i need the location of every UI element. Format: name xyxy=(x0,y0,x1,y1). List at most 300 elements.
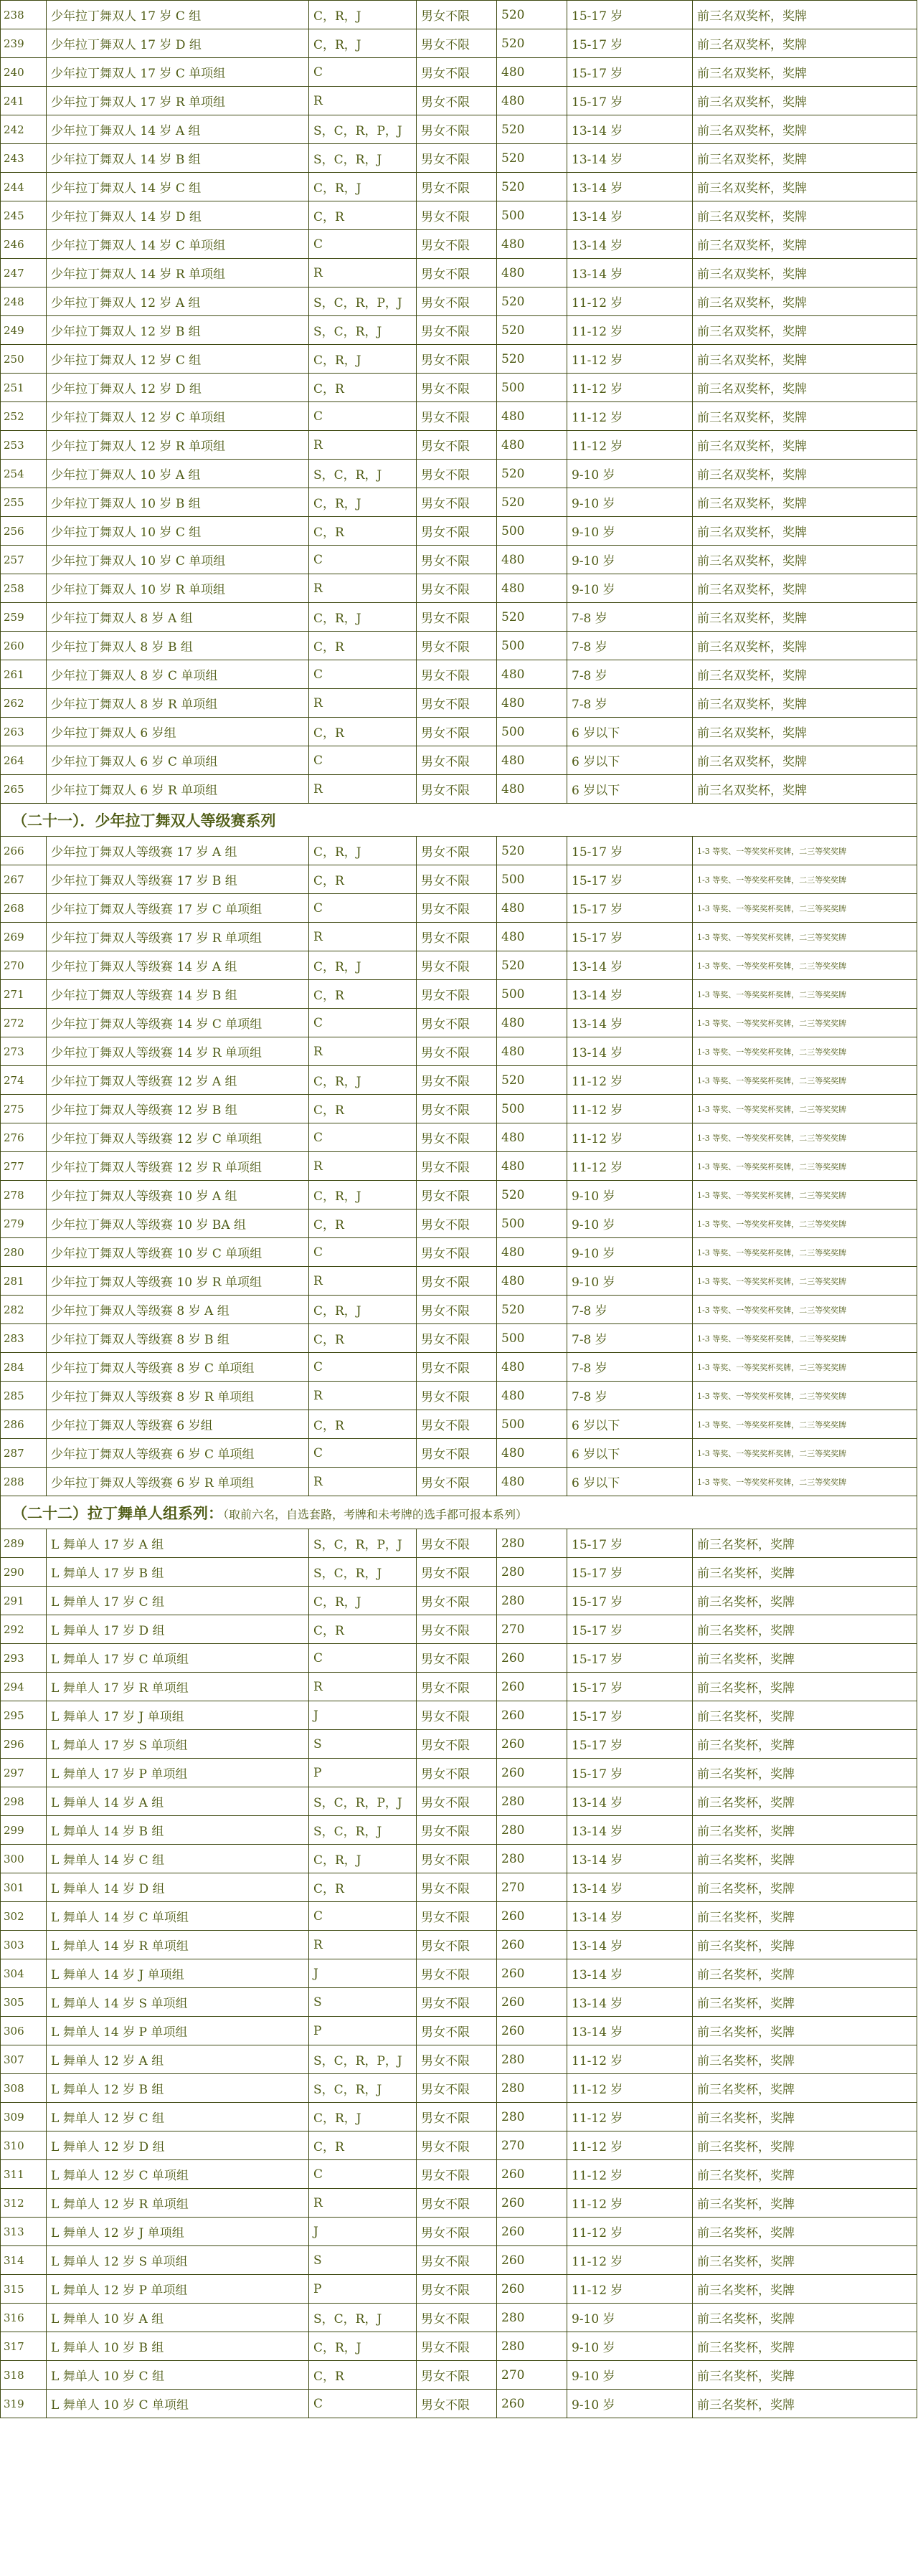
table-row xyxy=(1,865,917,894)
gender: 男女不限 xyxy=(417,660,497,689)
gender: 男女不限 xyxy=(417,1873,497,1902)
gender: 男女不限 xyxy=(417,1123,497,1152)
table-row xyxy=(1,517,917,546)
table-row xyxy=(1,173,917,201)
event-name: L 舞单人 12 岁 J 单项组 xyxy=(47,2218,309,2246)
award: 前三名奖杯，奖牌 xyxy=(693,1931,917,1959)
event-name: L 舞单人 12 岁 S 单项组 xyxy=(47,2246,309,2275)
dance-list: S，C，R，P，J xyxy=(309,2045,417,2074)
age-range: 11-12 岁 xyxy=(567,1152,693,1181)
fee: 270 xyxy=(497,1615,567,1644)
gender: 男女不限 xyxy=(417,2246,497,2275)
event-name: 少年拉丁舞双人等级赛 8 岁 A 组 xyxy=(47,1296,309,1324)
award: 1-3 等奖、一等奖奖杯奖牌，二三等奖奖牌 xyxy=(693,1468,917,1496)
award: 前三名双奖杯，奖牌 xyxy=(693,1,917,29)
event-name: L 舞单人 14 岁 R 单项组 xyxy=(47,1931,309,1959)
dance-list: C，R xyxy=(309,1410,417,1439)
award: 1-3 等奖、一等奖奖杯奖牌，二三等奖奖牌 xyxy=(693,923,917,951)
event-name: L 舞单人 17 岁 A 组 xyxy=(47,1529,309,1558)
event-name: L 舞单人 12 岁 C 组 xyxy=(47,2103,309,2131)
age-range: 11-12 岁 xyxy=(567,1066,693,1095)
table-row xyxy=(1,1468,917,1496)
gender: 男女不限 xyxy=(417,2275,497,2304)
table-row xyxy=(1,923,917,951)
fee: 520 xyxy=(497,144,567,173)
table-row xyxy=(1,1529,917,1558)
event-number: 267 xyxy=(1,865,47,894)
age-range: 9-10 岁 xyxy=(567,488,693,517)
award: 前三名奖杯，奖牌 xyxy=(693,1959,917,1988)
dance-list: C，R，J xyxy=(309,1181,417,1209)
age-range: 7-8 岁 xyxy=(567,689,693,718)
fee: 280 xyxy=(497,2045,567,2074)
award: 1-3 等奖、一等奖奖杯奖牌，二三等奖奖牌 xyxy=(693,1123,917,1152)
event-number: 278 xyxy=(1,1181,47,1209)
dance-list: R xyxy=(309,1267,417,1296)
event-number: 241 xyxy=(1,87,47,115)
event-number: 249 xyxy=(1,316,47,345)
table-row xyxy=(1,2017,917,2045)
event-name: 少年拉丁舞双人 14 岁 C 组 xyxy=(47,173,309,201)
event-number: 297 xyxy=(1,1759,47,1787)
fee: 270 xyxy=(497,2361,567,2390)
event-number: 239 xyxy=(1,29,47,58)
award: 1-3 等奖、一等奖奖杯奖牌，二三等奖奖牌 xyxy=(693,894,917,923)
gender: 男女不限 xyxy=(417,1558,497,1587)
gender: 男女不限 xyxy=(417,201,497,230)
gender: 男女不限 xyxy=(417,923,497,951)
event-name: 少年拉丁舞双人 12 岁 C 组 xyxy=(47,345,309,374)
gender: 男女不限 xyxy=(417,1845,497,1873)
award: 1-3 等奖、一等奖奖杯奖牌，二三等奖奖牌 xyxy=(693,1238,917,1267)
fee: 260 xyxy=(497,2390,567,2418)
dance-list: C，R，J xyxy=(309,1296,417,1324)
event-name: L 舞单人 10 岁 B 组 xyxy=(47,2332,309,2361)
fee: 520 xyxy=(497,287,567,316)
fee: 500 xyxy=(497,865,567,894)
age-range: 15-17 岁 xyxy=(567,894,693,923)
event-name: L 舞单人 17 岁 D 组 xyxy=(47,1615,309,1644)
fee: 480 xyxy=(497,58,567,87)
gender: 男女不限 xyxy=(417,1644,497,1673)
age-range: 9-10 岁 xyxy=(567,1209,693,1238)
fee: 520 xyxy=(497,1296,567,1324)
fee: 500 xyxy=(497,718,567,746)
dance-list: C，R xyxy=(309,201,417,230)
fee: 520 xyxy=(497,173,567,201)
dance-list: S，C，R，J xyxy=(309,144,417,173)
age-range: 13-14 岁 xyxy=(567,951,693,980)
event-number: 272 xyxy=(1,1009,47,1037)
gender: 男女不限 xyxy=(417,402,497,431)
fee: 260 xyxy=(497,1959,567,1988)
fee: 480 xyxy=(497,689,567,718)
fee: 480 xyxy=(497,402,567,431)
table-row xyxy=(1,1873,917,1902)
gender: 男女不限 xyxy=(417,718,497,746)
event-number: 273 xyxy=(1,1037,47,1066)
event-number: 296 xyxy=(1,1730,47,1759)
award: 前三名奖杯，奖牌 xyxy=(693,1730,917,1759)
age-range: 9-10 岁 xyxy=(567,1181,693,1209)
event-name: L 舞单人 17 岁 P 单项组 xyxy=(47,1759,309,1787)
dance-list: C，R，J xyxy=(309,1,417,29)
fee: 260 xyxy=(497,1701,567,1730)
event-number: 238 xyxy=(1,1,47,29)
gender: 男女不限 xyxy=(417,1439,497,1468)
award: 前三名奖杯，奖牌 xyxy=(693,2275,917,2304)
event-name: L 舞单人 14 岁 B 组 xyxy=(47,1816,309,1845)
dance-list: C xyxy=(309,402,417,431)
dance-list: C xyxy=(309,1439,417,1468)
fee: 260 xyxy=(497,1730,567,1759)
age-range: 13-14 岁 xyxy=(567,1037,693,1066)
dance-list: R xyxy=(309,1152,417,1181)
award: 前三名奖杯，奖牌 xyxy=(693,2304,917,2332)
table-row xyxy=(1,2074,917,2103)
event-number: 281 xyxy=(1,1267,47,1296)
section-header xyxy=(1,804,917,837)
award: 前三名奖杯，奖牌 xyxy=(693,1902,917,1931)
award: 1-3 等奖、一等奖奖杯奖牌，二三等奖奖牌 xyxy=(693,1095,917,1123)
event-number: 248 xyxy=(1,287,47,316)
age-range: 11-12 岁 xyxy=(567,2103,693,2131)
dance-list: S，C，R，P，J xyxy=(309,115,417,144)
event-name: 少年拉丁舞双人等级赛 10 岁 C 单项组 xyxy=(47,1238,309,1267)
gender: 男女不限 xyxy=(417,1701,497,1730)
table-row xyxy=(1,201,917,230)
award: 1-3 等奖、一等奖奖杯奖牌，二三等奖奖牌 xyxy=(693,1009,917,1037)
table-row xyxy=(1,1730,917,1759)
age-range: 13-14 岁 xyxy=(567,1959,693,1988)
age-range: 13-14 岁 xyxy=(567,1988,693,2017)
award: 前三名奖杯，奖牌 xyxy=(693,1529,917,1558)
dance-list: C xyxy=(309,1902,417,1931)
award: 1-3 等奖、一等奖奖杯奖牌，二三等奖奖牌 xyxy=(693,1353,917,1382)
age-range: 13-14 岁 xyxy=(567,1787,693,1816)
gender: 男女不限 xyxy=(417,2103,497,2131)
dance-list: C，R，J xyxy=(309,173,417,201)
event-name: 少年拉丁舞双人等级赛 17 岁 R 单项组 xyxy=(47,923,309,951)
event-name: 少年拉丁舞双人等级赛 12 岁 A 组 xyxy=(47,1066,309,1095)
age-range: 15-17 岁 xyxy=(567,1558,693,1587)
event-name: 少年拉丁舞双人等级赛 10 岁 A 组 xyxy=(47,1181,309,1209)
age-range: 9-10 岁 xyxy=(567,1238,693,1267)
event-table-body xyxy=(1,1,917,2418)
event-number: 257 xyxy=(1,546,47,574)
award: 前三名奖杯，奖牌 xyxy=(693,1587,917,1615)
event-name: 少年拉丁舞双人等级赛 12 岁 C 单项组 xyxy=(47,1123,309,1152)
age-range: 15-17 岁 xyxy=(567,1759,693,1787)
dance-list: S，C，R，J xyxy=(309,2074,417,2103)
gender: 男女不限 xyxy=(417,230,497,259)
event-name: 少年拉丁舞双人等级赛 8 岁 C 单项组 xyxy=(47,1353,309,1382)
event-name: 少年拉丁舞双人等级赛 12 岁 R 单项组 xyxy=(47,1152,309,1181)
dance-list: C xyxy=(309,230,417,259)
gender: 男女不限 xyxy=(417,374,497,402)
fee: 480 xyxy=(497,1439,567,1468)
age-range: 11-12 岁 xyxy=(567,2074,693,2103)
dance-list: C xyxy=(309,1238,417,1267)
section-title: （二十二）拉丁舞单人组系列： xyxy=(12,1503,223,1522)
age-range: 15-17 岁 xyxy=(567,1587,693,1615)
age-range: 9-10 岁 xyxy=(567,460,693,488)
table-row xyxy=(1,115,917,144)
age-range: 13-14 岁 xyxy=(567,1931,693,1959)
dance-list: C，R，J xyxy=(309,488,417,517)
table-row xyxy=(1,230,917,259)
table-row xyxy=(1,2045,917,2074)
dance-list: C xyxy=(309,1353,417,1382)
fee: 480 xyxy=(497,1238,567,1267)
table-row xyxy=(1,1558,917,1587)
fee: 480 xyxy=(497,894,567,923)
event-number: 243 xyxy=(1,144,47,173)
event-name: 少年拉丁舞双人 10 岁 C 单项组 xyxy=(47,546,309,574)
section-note: （取前六名，自选套路，考牌和未考牌的选手都可报本系列） xyxy=(223,1507,528,1521)
gender: 男女不限 xyxy=(417,2160,497,2189)
event-number: 298 xyxy=(1,1787,47,1816)
gender: 男女不限 xyxy=(417,574,497,603)
fee: 500 xyxy=(497,632,567,660)
award: 前三名奖杯，奖牌 xyxy=(693,2361,917,2390)
gender: 男女不限 xyxy=(417,144,497,173)
event-name: 少年拉丁舞双人 12 岁 R 单项组 xyxy=(47,431,309,460)
fee: 520 xyxy=(497,115,567,144)
dance-list: J xyxy=(309,2218,417,2246)
event-number: 253 xyxy=(1,431,47,460)
event-number: 246 xyxy=(1,230,47,259)
award: 前三名双奖杯，奖牌 xyxy=(693,574,917,603)
event-name: 少年拉丁舞双人 10 岁 R 单项组 xyxy=(47,574,309,603)
dance-list: C xyxy=(309,546,417,574)
gender: 男女不限 xyxy=(417,1296,497,1324)
fee: 480 xyxy=(497,1037,567,1066)
age-range: 9-10 岁 xyxy=(567,2361,693,2390)
event-number: 311 xyxy=(1,2160,47,2189)
event-name: L 舞单人 12 岁 D 组 xyxy=(47,2131,309,2160)
fee: 480 xyxy=(497,1123,567,1152)
gender: 男女不限 xyxy=(417,894,497,923)
age-range: 15-17 岁 xyxy=(567,1615,693,1644)
award: 前三名奖杯，奖牌 xyxy=(693,1759,917,1787)
event-number: 301 xyxy=(1,1873,47,1902)
dance-list: R xyxy=(309,431,417,460)
age-range: 6 岁以下 xyxy=(567,775,693,804)
event-number: 280 xyxy=(1,1238,47,1267)
gender: 男女不限 xyxy=(417,1988,497,2017)
event-name: L 舞单人 14 岁 J 单项组 xyxy=(47,1959,309,1988)
table-row xyxy=(1,1587,917,1615)
gender: 男女不限 xyxy=(417,689,497,718)
age-range: 15-17 岁 xyxy=(567,1529,693,1558)
age-range: 7-8 岁 xyxy=(567,1296,693,1324)
award: 前三名双奖杯，奖牌 xyxy=(693,431,917,460)
event-number: 303 xyxy=(1,1931,47,1959)
table-row xyxy=(1,746,917,775)
age-range: 15-17 岁 xyxy=(567,58,693,87)
gender: 男女不限 xyxy=(417,632,497,660)
event-name: 少年拉丁舞双人等级赛 6 岁组 xyxy=(47,1410,309,1439)
event-number: 252 xyxy=(1,402,47,431)
event-number: 258 xyxy=(1,574,47,603)
gender: 男女不限 xyxy=(417,345,497,374)
award: 1-3 等奖、一等奖奖杯奖牌，二三等奖奖牌 xyxy=(693,1037,917,1066)
event-name: 少年拉丁舞双人等级赛 10 岁 BA 组 xyxy=(47,1209,309,1238)
event-name: 少年拉丁舞双人 10 岁 A 组 xyxy=(47,460,309,488)
table-row xyxy=(1,1787,917,1816)
event-name: L 舞单人 17 岁 J 单项组 xyxy=(47,1701,309,1730)
fee: 280 xyxy=(497,1558,567,1587)
dance-list: C，R，J xyxy=(309,603,417,632)
event-name: 少年拉丁舞双人 17 岁 D 组 xyxy=(47,29,309,58)
fee: 260 xyxy=(497,1759,567,1787)
section-title-cell xyxy=(1,804,917,837)
event-number: 255 xyxy=(1,488,47,517)
table-row xyxy=(1,837,917,865)
table-row xyxy=(1,1324,917,1353)
gender: 男女不限 xyxy=(417,316,497,345)
fee: 500 xyxy=(497,1095,567,1123)
event-name: L 舞单人 12 岁 C 单项组 xyxy=(47,2160,309,2189)
award: 前三名双奖杯，奖牌 xyxy=(693,259,917,287)
age-range: 11-12 岁 xyxy=(567,1123,693,1152)
event-name: L 舞单人 14 岁 P 单项组 xyxy=(47,2017,309,2045)
table-row xyxy=(1,1701,917,1730)
award: 前三名奖杯，奖牌 xyxy=(693,1787,917,1816)
dance-list: R xyxy=(309,259,417,287)
award: 前三名奖杯，奖牌 xyxy=(693,1988,917,2017)
gender: 男女不限 xyxy=(417,1353,497,1382)
award: 前三名奖杯，奖牌 xyxy=(693,2390,917,2418)
event-number: 262 xyxy=(1,689,47,718)
event-name: L 舞单人 14 岁 D 组 xyxy=(47,1873,309,1902)
gender: 男女不限 xyxy=(417,1152,497,1181)
table-row xyxy=(1,718,917,746)
award: 前三名双奖杯，奖牌 xyxy=(693,402,917,431)
event-name: 少年拉丁舞双人等级赛 14 岁 C 单项组 xyxy=(47,1009,309,1037)
table-row xyxy=(1,980,917,1009)
age-range: 13-14 岁 xyxy=(567,2017,693,2045)
dance-list: C xyxy=(309,1123,417,1152)
dance-list: C xyxy=(309,746,417,775)
event-name: 少年拉丁舞双人 6 岁 R 单项组 xyxy=(47,775,309,804)
event-name: 少年拉丁舞双人 6 岁组 xyxy=(47,718,309,746)
dance-list: P xyxy=(309,1759,417,1787)
event-number: 306 xyxy=(1,2017,47,2045)
fee: 480 xyxy=(497,1353,567,1382)
dance-list: C，R xyxy=(309,865,417,894)
table-row xyxy=(1,345,917,374)
award: 前三名奖杯，奖牌 xyxy=(693,1816,917,1845)
dance-list: R xyxy=(309,574,417,603)
gender: 男女不限 xyxy=(417,287,497,316)
table-row xyxy=(1,1959,917,1988)
award: 1-3 等奖、一等奖奖杯奖牌，二三等奖奖牌 xyxy=(693,1410,917,1439)
gender: 男女不限 xyxy=(417,1529,497,1558)
table-row xyxy=(1,894,917,923)
award: 前三名双奖杯，奖牌 xyxy=(693,87,917,115)
award: 前三名双奖杯，奖牌 xyxy=(693,689,917,718)
table-row xyxy=(1,460,917,488)
award: 1-3 等奖、一等奖奖杯奖牌，二三等奖奖牌 xyxy=(693,837,917,865)
age-range: 11-12 岁 xyxy=(567,2246,693,2275)
dance-list: C，R，J xyxy=(309,29,417,58)
table-row xyxy=(1,2246,917,2275)
gender: 男女不限 xyxy=(417,980,497,1009)
gender: 男女不限 xyxy=(417,1095,497,1123)
dance-list: C，R xyxy=(309,718,417,746)
dance-list: P xyxy=(309,2275,417,2304)
table-row xyxy=(1,374,917,402)
event-number: 317 xyxy=(1,2332,47,2361)
gender: 男女不限 xyxy=(417,1410,497,1439)
event-number: 251 xyxy=(1,374,47,402)
event-number: 285 xyxy=(1,1382,47,1410)
table-row xyxy=(1,1009,917,1037)
event-number: 282 xyxy=(1,1296,47,1324)
table-row xyxy=(1,2218,917,2246)
fee: 500 xyxy=(497,517,567,546)
table-row xyxy=(1,2390,917,2418)
age-range: 7-8 岁 xyxy=(567,1353,693,1382)
event-name: 少年拉丁舞双人等级赛 17 岁 C 单项组 xyxy=(47,894,309,923)
age-range: 11-12 岁 xyxy=(567,2131,693,2160)
event-name: 少年拉丁舞双人 10 岁 C 组 xyxy=(47,517,309,546)
age-range: 11-12 岁 xyxy=(567,345,693,374)
event-name: L 舞单人 14 岁 C 单项组 xyxy=(47,1902,309,1931)
table-row xyxy=(1,1439,917,1468)
table-row xyxy=(1,1152,917,1181)
age-range: 11-12 岁 xyxy=(567,2160,693,2189)
event-number: 287 xyxy=(1,1439,47,1468)
table-row xyxy=(1,775,917,804)
table-row xyxy=(1,2304,917,2332)
event-name: L 舞单人 17 岁 R 单项组 xyxy=(47,1673,309,1701)
event-number: 291 xyxy=(1,1587,47,1615)
age-range: 6 岁以下 xyxy=(567,1439,693,1468)
event-number: 289 xyxy=(1,1529,47,1558)
event-number: 265 xyxy=(1,775,47,804)
award: 前三名双奖杯，奖牌 xyxy=(693,173,917,201)
fee: 480 xyxy=(497,923,567,951)
event-number: 314 xyxy=(1,2246,47,2275)
award: 1-3 等奖、一等奖奖杯奖牌，二三等奖奖牌 xyxy=(693,1209,917,1238)
gender: 男女不限 xyxy=(417,1,497,29)
age-range: 13-14 岁 xyxy=(567,259,693,287)
age-range: 13-14 岁 xyxy=(567,980,693,1009)
award: 前三名奖杯，奖牌 xyxy=(693,2246,917,2275)
event-number: 284 xyxy=(1,1353,47,1382)
gender: 男女不限 xyxy=(417,29,497,58)
dance-list: C，R，J xyxy=(309,1587,417,1615)
award: 前三名双奖杯，奖牌 xyxy=(693,746,917,775)
event-number: 286 xyxy=(1,1410,47,1439)
age-range: 13-14 岁 xyxy=(567,1009,693,1037)
award: 1-3 等奖、一等奖奖杯奖牌，二三等奖奖牌 xyxy=(693,1181,917,1209)
table-row xyxy=(1,1238,917,1267)
event-name: L 舞单人 14 岁 S 单项组 xyxy=(47,1988,309,2017)
event-number: 245 xyxy=(1,201,47,230)
gender: 男女不限 xyxy=(417,1324,497,1353)
event-number: 302 xyxy=(1,1902,47,1931)
event-name: 少年拉丁舞双人 14 岁 C 单项组 xyxy=(47,230,309,259)
age-range: 15-17 岁 xyxy=(567,1701,693,1730)
gender: 男女不限 xyxy=(417,2332,497,2361)
table-row xyxy=(1,603,917,632)
event-number: 247 xyxy=(1,259,47,287)
event-name: 少年拉丁舞双人 14 岁 R 单项组 xyxy=(47,259,309,287)
